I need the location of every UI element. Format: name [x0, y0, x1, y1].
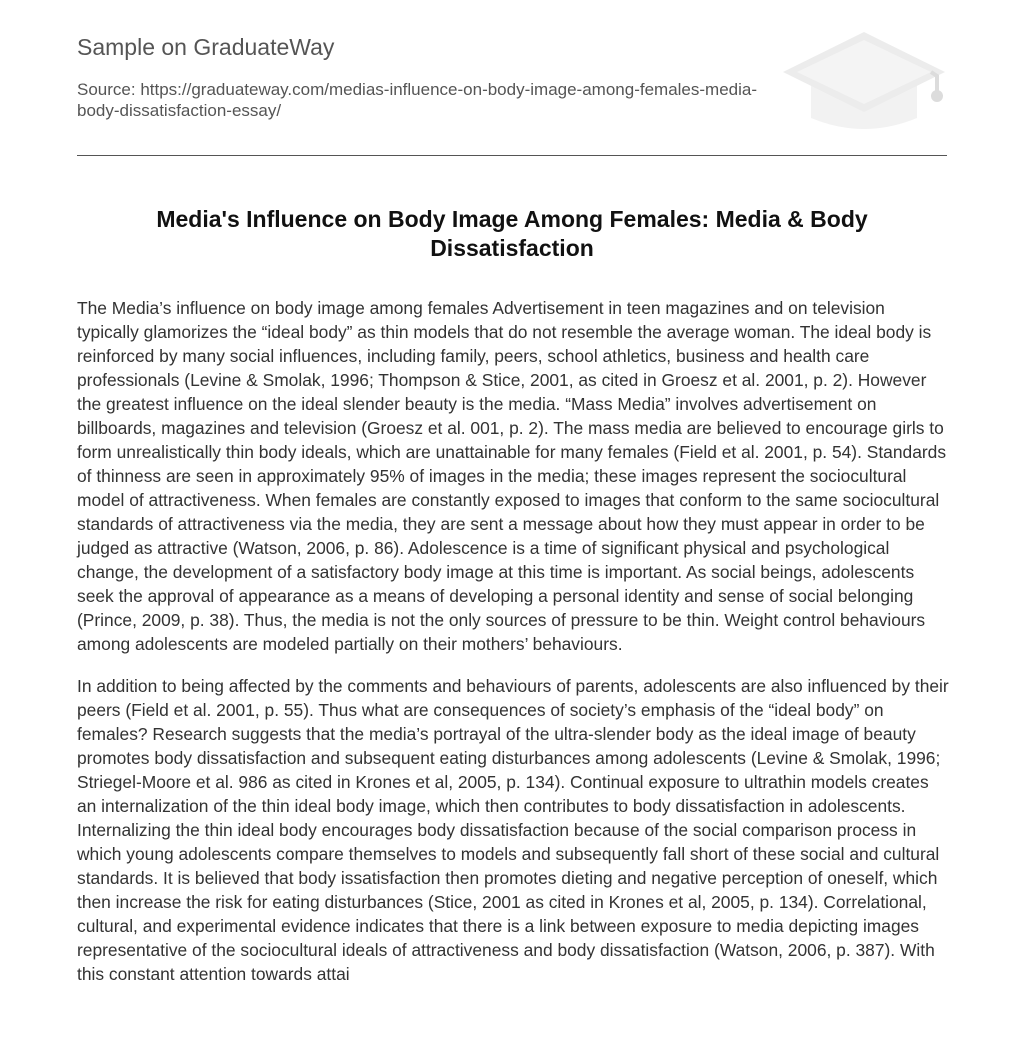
- source-label: Source:: [77, 80, 141, 99]
- header-divider: [77, 155, 947, 156]
- document-title: Media's Influence on Body Image Among Females: Media & Body Dissatisfaction: [156, 206, 868, 261]
- graduation-cap-icon: [781, 30, 947, 132]
- page-header: [77, 0, 947, 156]
- source-line: [77, 79, 767, 121]
- source-link[interactable]: https://graduateway.com/medias-influence-on-body-image-among-females-media-body-dissatisfaction-essay/: [77, 80, 758, 120]
- site-title: Sample on GraduateWay: [77, 34, 335, 60]
- paragraph: The Media’s influence on body image among females Advertisement in teen magazines and on television typically glamorizes the “ideal body” as thin models that do not resemble the average woman. The ideal body is reinforced by many social influences, including family, peers, school athletics, business and health care professionals (Levine & Smolak, 1996; Thompson & Stice, 2001, as cited in Groesz et al. 2001, p. 2). However the greatest influence on the ideal slender beauty is the media. “Mass Media” involves advertisement on billboards, magazines and television (Groesz et al. 001, p. 2). The mass media are believed to encourage girls to form unrealistically thin body ideals, which are unattainable for many females (Field et al. 2001, p. 54). Standards of thinness are seen in approximately 95% of images in the media; these images represent the sociocultural model of attractiveness. When females are constantly exposed to images that conform to the same sociocultural standards of attractiveness via the media, they are sent a message about how they must appear in order to be judged as attractive (Watson, 2006, p. 86). Adolescence is a time of significant physical and psychological change, the development of a satisfactory body image at this time is important. As social beings, adolescents seek the approval of appearance as a means of developing a personal identity and sense of social belonging (Prince, 2009, p. 38). Thus, the media is not the only sources of pressure to be thin. Weight control behaviours among adolescents are modeled partially on their mothers’ behaviours.: [77, 298, 947, 654]
- document-body: [77, 296, 949, 1004]
- paragraph: In addition to being affected by the comments and behaviours of parents, adolescents are also influenced by their peers (Field et al. 2001, p. 55). Thus what are consequences of society’s emphasis of the “ideal body” on females? Research suggests that the media’s portrayal of the ultra-slender body as the ideal image of beauty promotes body dissatisfaction and subsequent eating disturbances among adolescents (Levine & Smolak, 1996; Striegel-Moore et al. 986 as cited in Krones et al, 2005, p. 134). Continual exposure to ultrathin models creates an internalization of the thin ideal body image, which then contributes to body dissatisfaction in adolescents. Internalizing the thin ideal body encourages body dissatisfaction because of the social comparison process in which young adolescents compare themselves to models and subsequently fall short of these social and cultural standards. It is believed that body issatisfaction then promotes dieting and negative perception of oneself, which then increase the risk for eating disturbances (Stice, 2001 as cited in Krones et al, 2005, p. 134). Correlational, cultural, and experimental evidence indicates that there is a link between exposure to media depicting images representative of the sociocultural ideals of attractiveness and body dissatisfaction (Watson, 2006, p. 387). With this constant attention towards attai: [77, 676, 949, 984]
